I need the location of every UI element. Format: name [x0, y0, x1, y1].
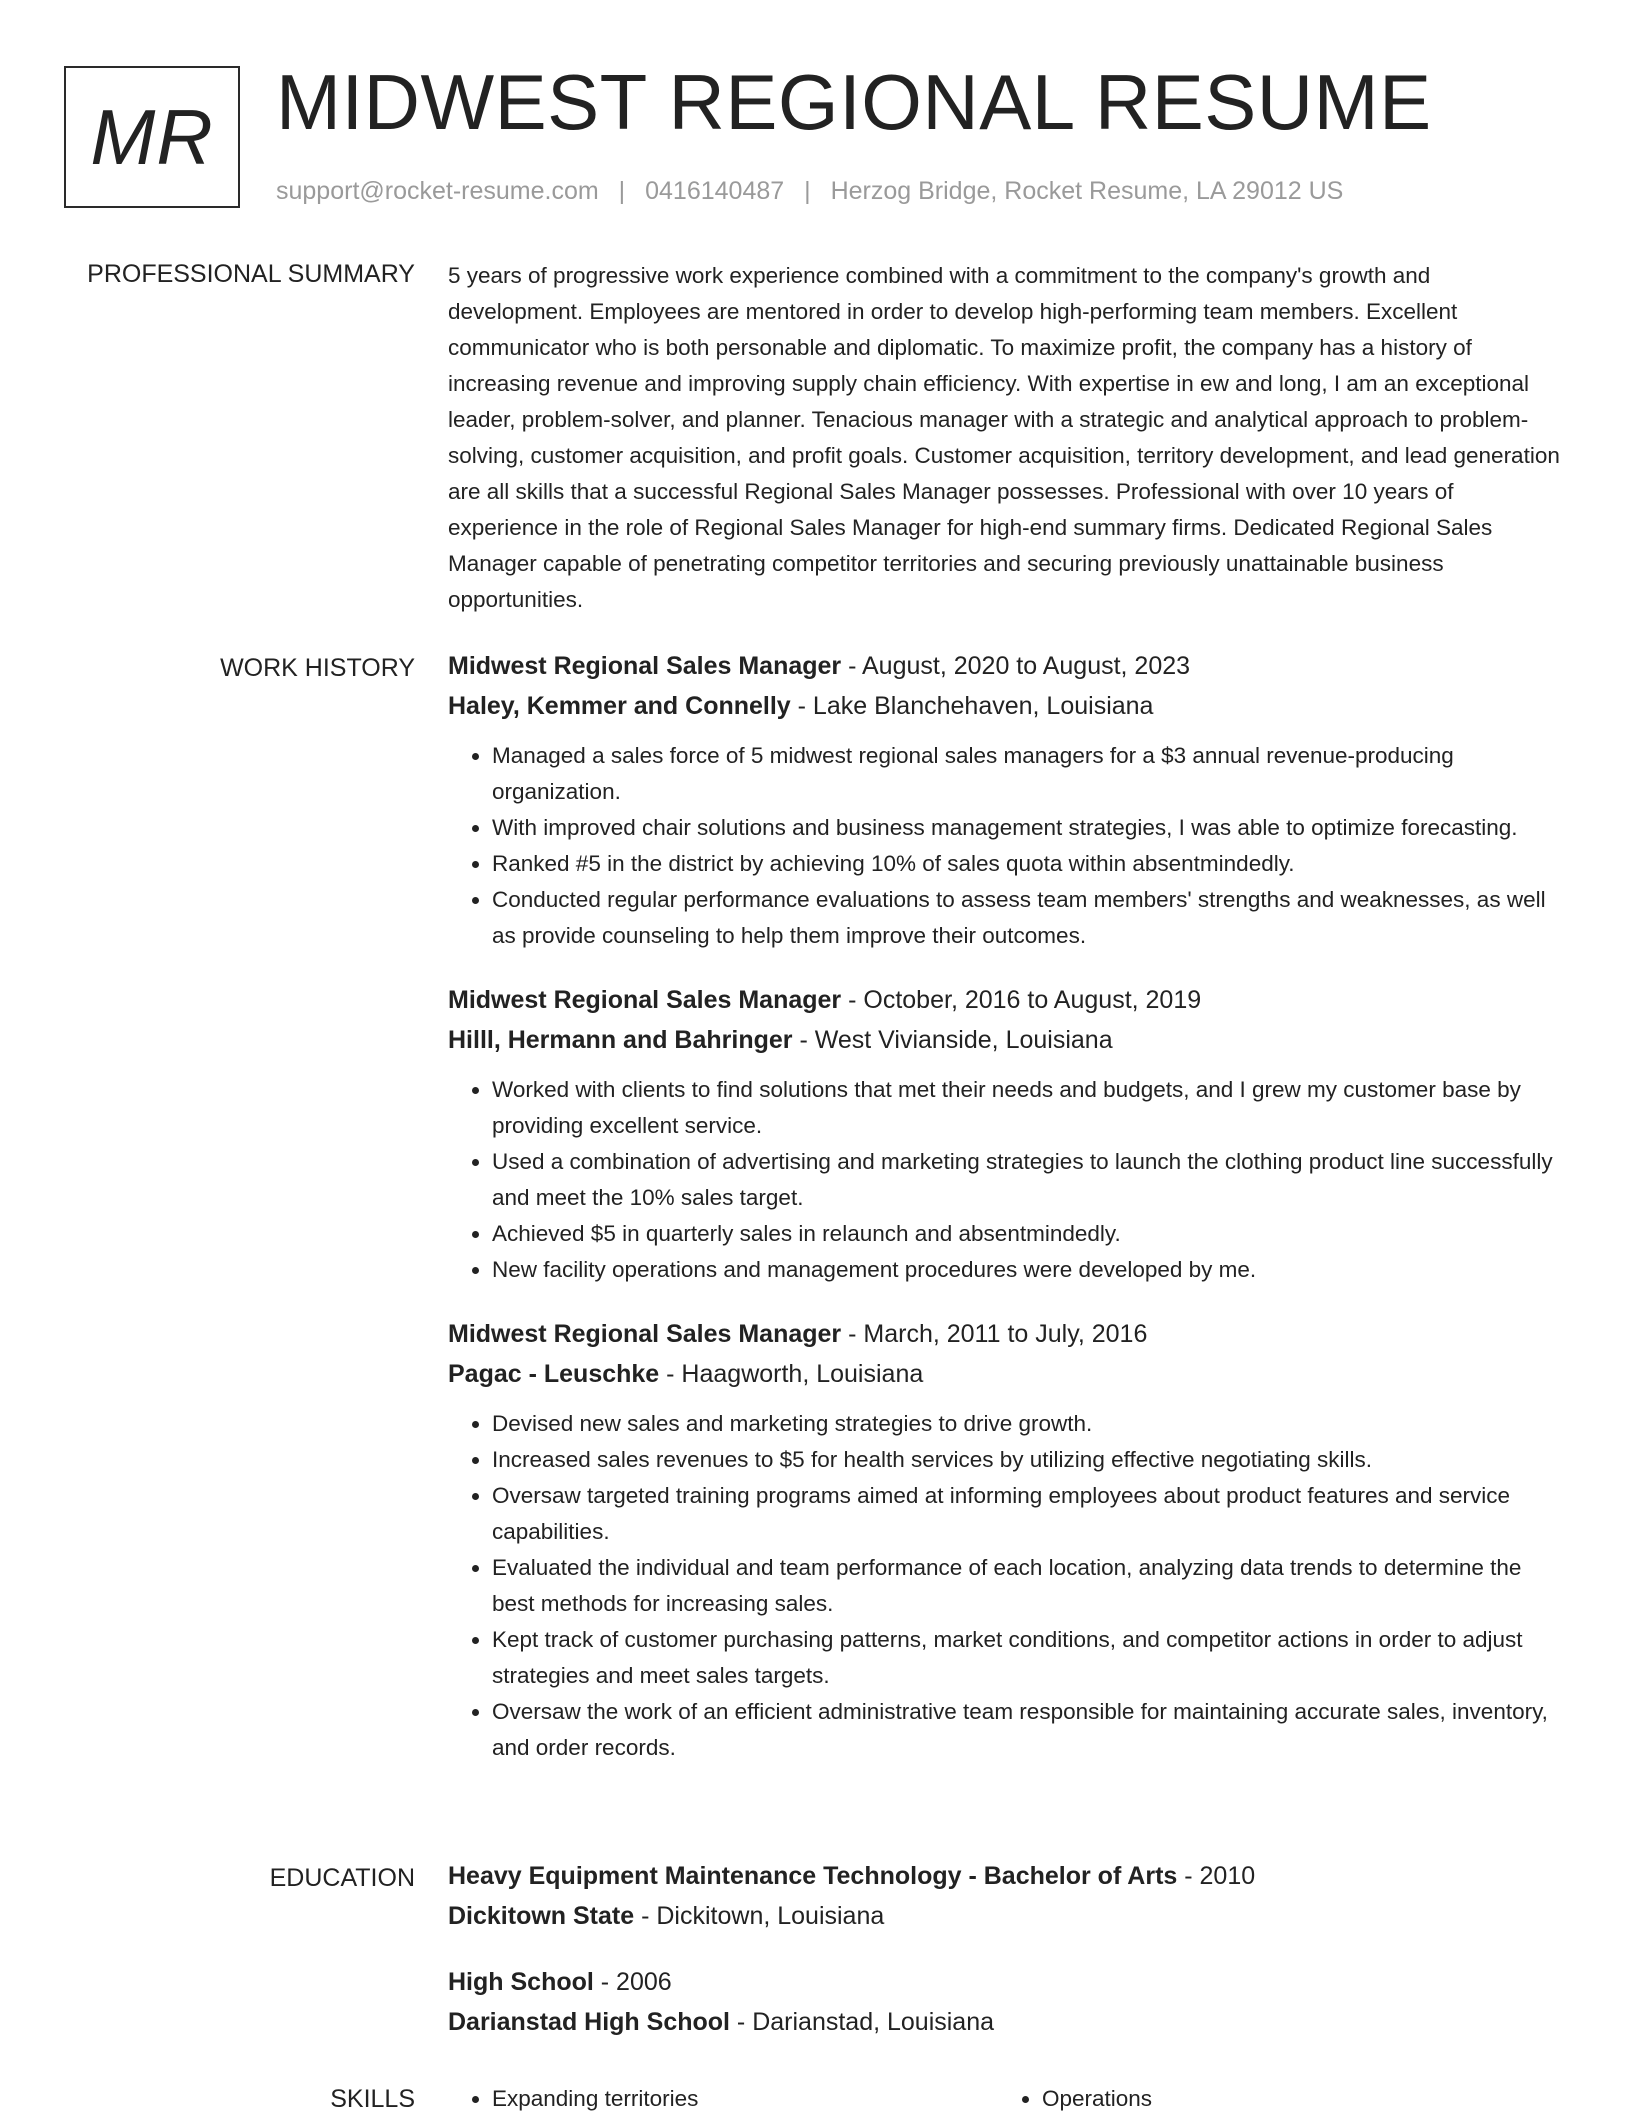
job-bullet: • Ranked #5 in the district by achieving 10% of sales quota within absentmindedly.	[492, 846, 1566, 882]
job-bullet: • Oversaw targeted training programs aimed at informing employees about product features and service capabilities.	[492, 1478, 1566, 1550]
contact-phone: 0416140487	[645, 177, 785, 205]
contact-email: support@rocket-resume.com	[276, 177, 599, 205]
job-location: - West Vivianside, Louisiana	[792, 1026, 1113, 1054]
work-history-body	[448, 646, 1566, 1792]
job-bullet: • Increased sales revenues to $5 for health services by utilizing effective negotiating skills.	[492, 1442, 1566, 1478]
education-year: - 2010	[1177, 1862, 1256, 1890]
monogram-initials: MR	[90, 92, 214, 181]
job-bullets	[448, 1072, 1566, 1288]
education-body	[448, 1856, 1566, 2068]
job-title-line	[448, 1314, 1566, 1354]
job-dates: - August, 2020 to August, 2023	[841, 652, 1191, 680]
education-degree: Heavy Equipment Maintenance Technology - Bachelor of Arts	[448, 1862, 1178, 1890]
skill-item: • Operations	[1042, 2081, 1548, 2117]
education-degree: High School	[448, 1968, 594, 1996]
education-school-line	[448, 1896, 1566, 1936]
job-bullet: • Achieved $5 in quarterly sales in relaunch and absentmindedly.	[492, 1216, 1566, 1252]
education-entry	[448, 1856, 1566, 1936]
summary-heading: PROFESSIONAL SUMMARY	[87, 260, 415, 288]
job-bullet: • With improved chair solutions and business management strategies, I was able to optimize forecasting.	[492, 810, 1566, 846]
education-location: - Darianstad, Louisiana	[729, 2008, 995, 2036]
job-bullet: • New facility operations and management procedures were developed by me.	[492, 1252, 1566, 1288]
monogram-box	[64, 66, 240, 208]
job-bullets	[448, 1406, 1566, 1766]
job-title: Midwest Regional Sales Manager	[448, 1320, 842, 1348]
job-bullet: • Oversaw the work of an efficient administrative team responsible for maintaining accurate sales, inventory, and order records.	[492, 1694, 1566, 1766]
job-entry	[448, 980, 1566, 1288]
education-degree-line	[448, 1856, 1566, 1896]
education-school-line	[448, 2002, 1566, 2042]
summary-body	[448, 258, 1566, 618]
work-history-heading: WORK HISTORY	[220, 654, 415, 682]
job-title: Midwest Regional Sales Manager	[448, 652, 842, 680]
job-entry	[448, 646, 1566, 954]
education-location: - Dickitown, Louisiana	[634, 1902, 885, 1930]
education-year: - 2006	[593, 1968, 672, 1996]
contact-line	[276, 176, 1343, 206]
job-company: Hilll, Hermann and Bahringer	[448, 1026, 793, 1054]
resume-name: MIDWEST REGIONAL RESUME	[276, 58, 1432, 146]
education-entry	[448, 1962, 1566, 2042]
job-bullet: • Evaluated the individual and team performance of each location, analyzing data trends to determine the best methods for increasing sales.	[492, 1550, 1566, 1622]
job-title-line	[448, 980, 1566, 1020]
job-bullet: • Devised new sales and marketing strategies to drive growth.	[492, 1406, 1566, 1442]
job-title-line	[448, 646, 1566, 686]
contact-separator: |	[618, 177, 626, 205]
job-bullet: • Managed a sales force of 5 midwest regional sales managers for a $3 annual revenue-producing organization.	[492, 738, 1566, 810]
job-company: Pagac - Leuschke	[448, 1360, 660, 1388]
summary-text: 5 years of progressive work experience combined with a commitment to the company's growth and development. Employees are mentored in order to develop high-performing team members. Excellent communicator who is both personable and diplomatic. To maximize profit, the company has a history of increasing revenue and improving supply chain efficiency. With expertise in ew and long, I am an exceptional leader, problem-solver, and planner. Tenacious manager with a strategic and analytical approach to problem-solving, customer acquisition, and profit goals. Customer acquisition, territory development, and lead generation are all skills that a successful Regional Sales Manager possesses. Professional with over 10 years of experience in the role of Regional Sales Manager for high-end summary firms. Dedicated Regional Sales Manager capable of penetrating competitor territories and securing previously unattainable business opportunities.	[448, 263, 1560, 612]
education-school: Darianstad High School	[448, 2008, 730, 2036]
job-dates: - October, 2016 to August, 2019	[841, 986, 1202, 1014]
job-bullet: • Used a combination of advertising and marketing strategies to launch the clothing product line successfully and meet the 10% sales target.	[492, 1144, 1566, 1216]
job-location: - Lake Blanchehaven, Louisiana	[790, 692, 1154, 720]
education-heading: EDUCATION	[269, 1864, 415, 1892]
job-company-line	[448, 686, 1566, 726]
job-title: Midwest Regional Sales Manager	[448, 986, 842, 1014]
job-dates: - March, 2011 to July, 2016	[841, 1320, 1148, 1348]
job-company: Haley, Kemmer and Connelly	[448, 692, 791, 720]
contact-address: Herzog Bridge, Rocket Resume, LA 29012 US	[830, 177, 1344, 205]
contact-separator: |	[804, 177, 811, 205]
job-bullet: • Kept track of customer purchasing patterns, market conditions, and competitor actions in order to adjust strategies and meet sales targets.	[492, 1622, 1566, 1694]
job-bullet: • Conducted regular performance evaluations to assess team members' strengths and weaknesses, as well as provide counseling to help them improve their outcomes.	[492, 882, 1566, 954]
job-entry	[448, 1314, 1566, 1766]
job-company-line	[448, 1020, 1566, 1060]
job-company-line	[448, 1354, 1566, 1394]
skill-item: • Expanding territories	[492, 2081, 998, 2117]
job-location: - Haagworth, Louisiana	[659, 1360, 924, 1388]
skills-heading: SKILLS	[330, 2085, 415, 2113]
education-degree-line	[448, 1962, 1566, 2002]
job-bullet: • Worked with clients to find solutions that met their needs and budgets, and I grew my customer base by providing excellent service.	[492, 1072, 1566, 1144]
education-school: Dickitown State	[448, 1902, 635, 1930]
job-bullets	[448, 738, 1566, 954]
